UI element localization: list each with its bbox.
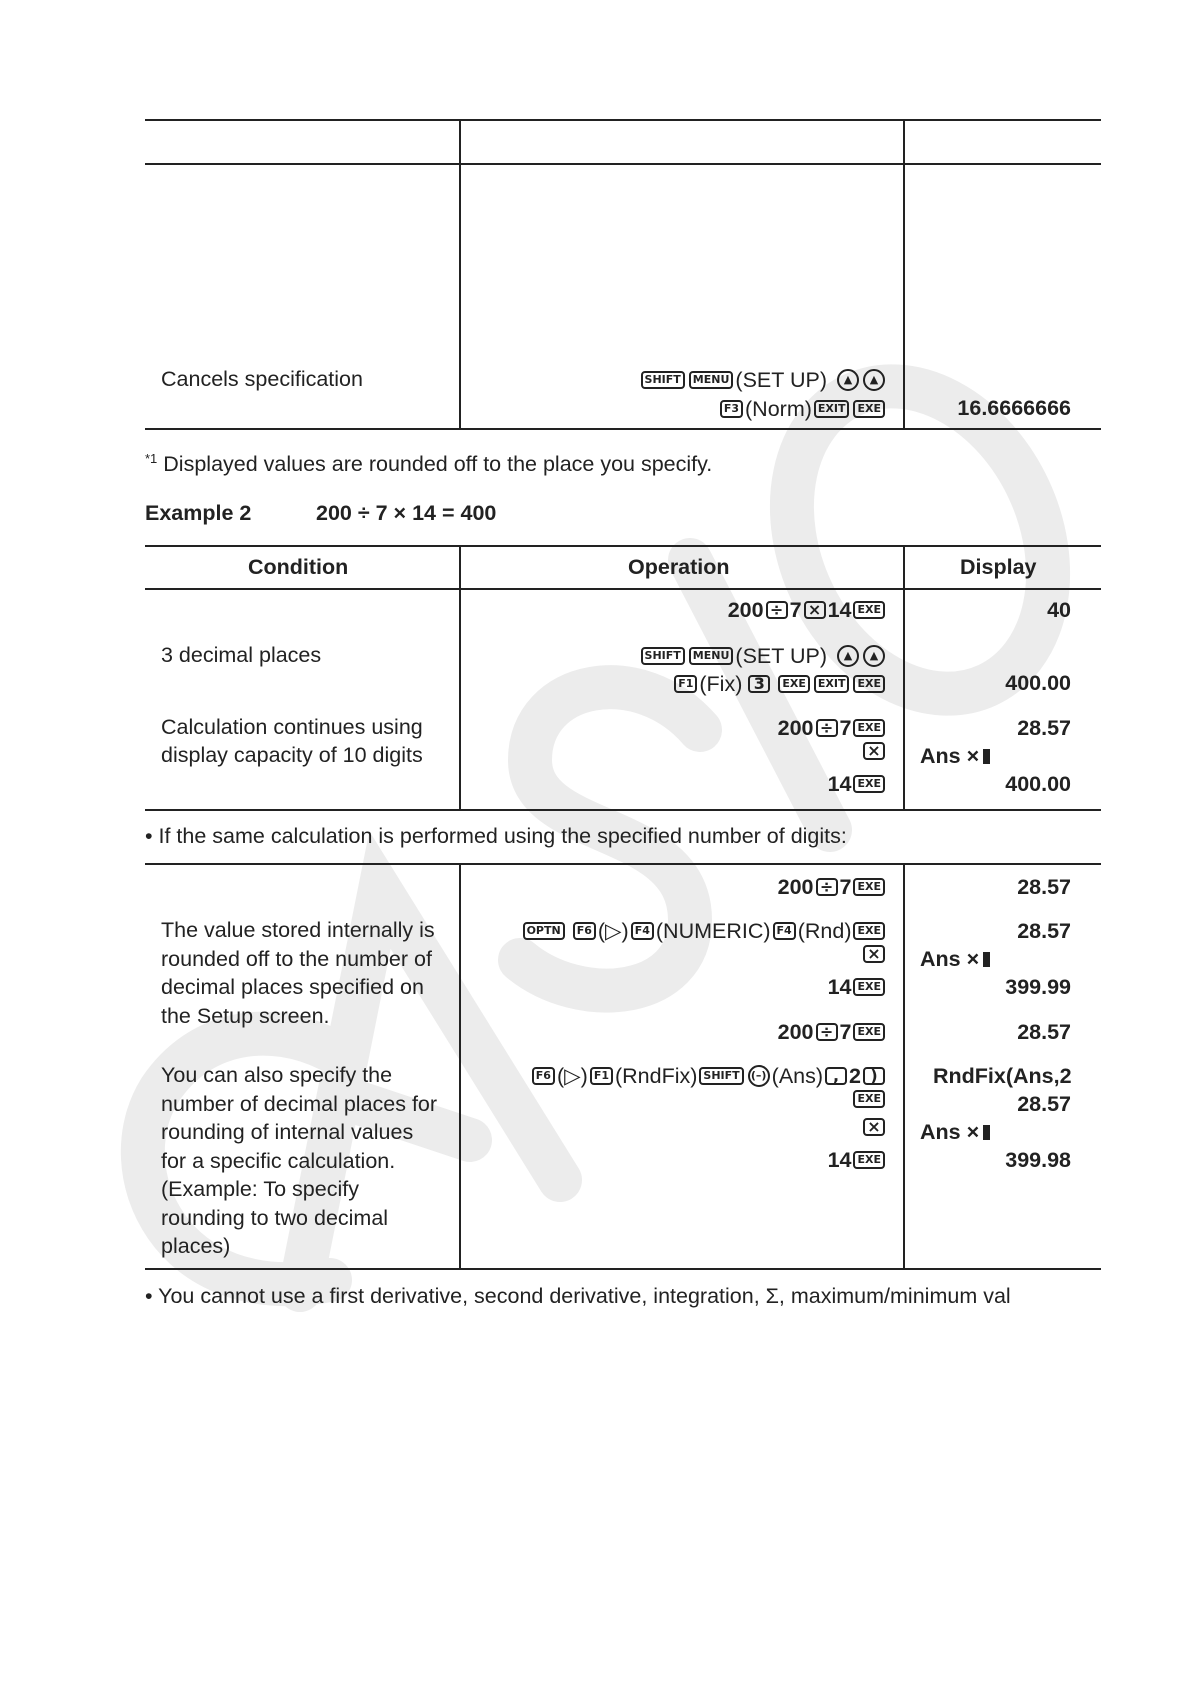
table3-row5-display: 28.57 <box>1017 1020 1071 1044</box>
three-key: 3 <box>748 675 770 693</box>
menu-key: MENU <box>689 647 734 665</box>
close-paren-key-icon: ) <box>863 1067 885 1085</box>
multiply-key-icon: × <box>863 742 885 760</box>
footnote <box>145 445 712 478</box>
up-arrow-key-icon: ▲ <box>863 645 885 667</box>
condition-line: rounding of internal values <box>161 1120 414 1144</box>
exe-key: EXE <box>853 978 885 996</box>
cursor-icon <box>983 952 990 967</box>
table3-row9-display: 399.98 <box>1005 1148 1071 1172</box>
exe-key: EXE <box>853 878 885 896</box>
divide-key-icon: ÷ <box>816 878 838 896</box>
exe-key: EXE <box>853 1023 885 1041</box>
table2-col-divider-1 <box>459 546 461 810</box>
table2-row3-display1: 28.57 <box>1017 716 1071 740</box>
condition-line: the Setup screen. <box>161 1003 330 1028</box>
shift-key: SHIFT <box>641 371 685 389</box>
ans-label: (Ans) <box>771 1064 824 1088</box>
number: 14 <box>827 772 852 796</box>
table1-col-divider-1 <box>459 120 461 429</box>
header-operation: Operation <box>628 555 730 579</box>
number: 7 <box>839 716 852 740</box>
ans-text: Ans × <box>920 947 980 971</box>
table1-col-divider-2 <box>903 120 905 429</box>
up-arrow-key-icon: ▲ <box>837 645 859 667</box>
table3-condition-1 <box>161 916 435 1030</box>
table3-row4-operation <box>828 973 887 1001</box>
table3-top-rule <box>145 863 1101 865</box>
table2-row3-operation-line3 <box>828 770 887 798</box>
exe-key: EXE <box>853 1151 885 1169</box>
right-arrow-label: (▷) <box>556 1064 588 1088</box>
table2-col-divider-2 <box>903 546 905 810</box>
table2-row3-condition-line1: Calculation continues using <box>161 715 423 739</box>
condition-line: The value stored internally is <box>161 918 435 942</box>
table1-header-rule <box>145 163 1101 165</box>
number: 200 <box>777 716 814 740</box>
table3-row3-display <box>920 945 990 973</box>
cursor-icon <box>983 1125 990 1140</box>
exe-key: EXE <box>853 1090 885 1108</box>
number: 7 <box>789 598 802 622</box>
f4-key: F4 <box>773 922 796 940</box>
table3-row2-display: 28.57 <box>1017 919 1071 943</box>
table1-operation-line2 <box>718 395 887 423</box>
table3-row9-operation <box>828 1146 887 1174</box>
table1-operation-line1 <box>639 366 887 394</box>
number: 7 <box>839 1020 852 1044</box>
condition-line: places) <box>161 1234 231 1258</box>
table2-row2-operation-line2 <box>672 670 887 698</box>
number: 14 <box>827 1148 852 1172</box>
exit-key: EXIT <box>814 400 850 418</box>
setup-label: (SET UP) <box>735 644 827 668</box>
f1-key: F1 <box>674 675 697 693</box>
exe-key: EXE <box>853 675 885 693</box>
table3-row1-operation <box>778 873 887 901</box>
condition-line: You can also specify the <box>161 1063 393 1087</box>
table2-row3-operation-line2 <box>861 742 887 760</box>
number: 7 <box>839 875 852 899</box>
table3-row7-operation <box>851 1090 887 1108</box>
table3-row8-display <box>920 1118 990 1146</box>
exe-key: EXE <box>853 601 885 619</box>
table1-top-rule <box>145 119 1101 121</box>
f3-key: F3 <box>720 400 743 418</box>
multiply-key-icon: × <box>863 945 885 963</box>
f6-key: F6 <box>573 922 596 940</box>
table3-row7-display: 28.57 <box>1017 1092 1071 1116</box>
table3-row4-display: 399.99 <box>1005 975 1071 999</box>
table3-row2-operation <box>521 917 887 945</box>
f1-key: F1 <box>590 1067 613 1085</box>
number: 14 <box>827 975 852 999</box>
table2-top-rule <box>145 545 1101 547</box>
table3-condition-2 <box>161 1061 437 1261</box>
exe-key: EXE <box>853 400 885 418</box>
ans-text: Ans × <box>920 1120 980 1144</box>
table3-bottom-rule <box>145 1268 1101 1270</box>
table1-bottom-rule <box>145 428 1101 430</box>
table1-display: 16.6666666 <box>957 396 1071 420</box>
f6-key: F6 <box>532 1067 555 1085</box>
header-display: Display <box>960 555 1037 579</box>
table2-row3-display2 <box>920 742 990 770</box>
optn-key: OPTN <box>523 922 565 940</box>
table3-col-divider-2 <box>903 864 905 1269</box>
table3-row5-operation <box>778 1018 887 1046</box>
table2-row3-display3: 400.00 <box>1005 772 1071 796</box>
right-arrow-label: (▷) <box>597 919 629 943</box>
ans-text: Ans × <box>920 744 980 768</box>
exe-key: EXE <box>778 675 810 693</box>
footnote-mark: *1 <box>145 451 158 466</box>
table2-header-rule <box>145 588 1101 590</box>
divide-key-icon: ÷ <box>816 1023 838 1041</box>
table2-row2-display: 400.00 <box>1005 671 1071 695</box>
bullet-note-1: • If the same calculation is performed using the specified number of digits: <box>145 824 847 848</box>
condition-line: number of decimal places for <box>161 1091 438 1116</box>
rndfix-label: (RndFix) <box>614 1064 698 1088</box>
table2-row1-display: 40 <box>1047 598 1071 622</box>
table3-row6-display: RndFix(Ans,2 <box>933 1064 1072 1088</box>
exit-key: EXIT <box>814 675 850 693</box>
shift-key: SHIFT <box>699 1067 743 1085</box>
divide-key-icon: ÷ <box>816 719 838 737</box>
table2-row2-condition: 3 decimal places <box>161 643 322 667</box>
exe-key: EXE <box>853 922 885 940</box>
cursor-icon <box>983 749 990 764</box>
condition-line: rounded off to the number of <box>161 946 432 971</box>
exe-key: EXE <box>853 775 885 793</box>
table3-row6-operation <box>530 1062 887 1090</box>
divide-key-icon: ÷ <box>766 601 788 619</box>
condition-line: rounding to two decimal <box>161 1205 389 1230</box>
condition-line: decimal places specified on <box>161 975 424 999</box>
norm-label: (Norm) <box>745 397 812 421</box>
rnd-label: (Rnd) <box>797 919 852 943</box>
condition-line: for a specific calculation. <box>161 1148 396 1173</box>
negative-key-icon: (–) <box>748 1065 770 1087</box>
table3-row3-operation <box>861 945 887 963</box>
table1-condition: Cancels specification <box>161 367 363 391</box>
example-expression: 200 ÷ 7 × 14 = 400 <box>316 501 497 525</box>
table3-row8-operation <box>861 1118 887 1136</box>
up-arrow-key-icon: ▲ <box>837 369 859 391</box>
fix-label: (Fix) <box>699 672 743 696</box>
number: 200 <box>727 598 764 622</box>
number: 14 <box>827 598 852 622</box>
table3-row1-display: 28.57 <box>1017 875 1071 899</box>
bullet-note-2: • You cannot use a first derivative, second derivative, integration, Σ, maximum/minimum val <box>145 1284 1011 1308</box>
number: 200 <box>777 1020 814 1044</box>
setup-label: (SET UP) <box>735 368 827 392</box>
up-arrow-key-icon: ▲ <box>863 369 885 391</box>
condition-line: (Example: To specify <box>161 1177 359 1201</box>
menu-key: MENU <box>689 371 734 389</box>
table2-row1-operation <box>728 596 887 624</box>
table2-row3-operation-line1 <box>778 714 887 742</box>
number: 200 <box>777 875 814 899</box>
shift-key: SHIFT <box>641 647 685 665</box>
multiply-key-icon: × <box>804 601 826 619</box>
f4-key: F4 <box>631 922 654 940</box>
table2-bottom-rule <box>145 809 1101 811</box>
footnote-text: Displayed values are rounded off to the place you specify. <box>163 452 713 477</box>
table3-col-divider-1 <box>459 864 461 1269</box>
example-label: Example 2 <box>145 501 252 525</box>
table2-row2-operation-line1 <box>639 642 887 670</box>
exe-key: EXE <box>853 719 885 737</box>
numeric-label: (NUMERIC) <box>655 919 771 943</box>
multiply-key-icon: × <box>863 1118 885 1136</box>
header-condition: Condition <box>248 555 349 579</box>
number: 2 <box>849 1064 861 1088</box>
table2-row3-condition-line2: display capacity of 10 digits <box>161 743 423 767</box>
comma-key-icon: , <box>825 1067 847 1085</box>
